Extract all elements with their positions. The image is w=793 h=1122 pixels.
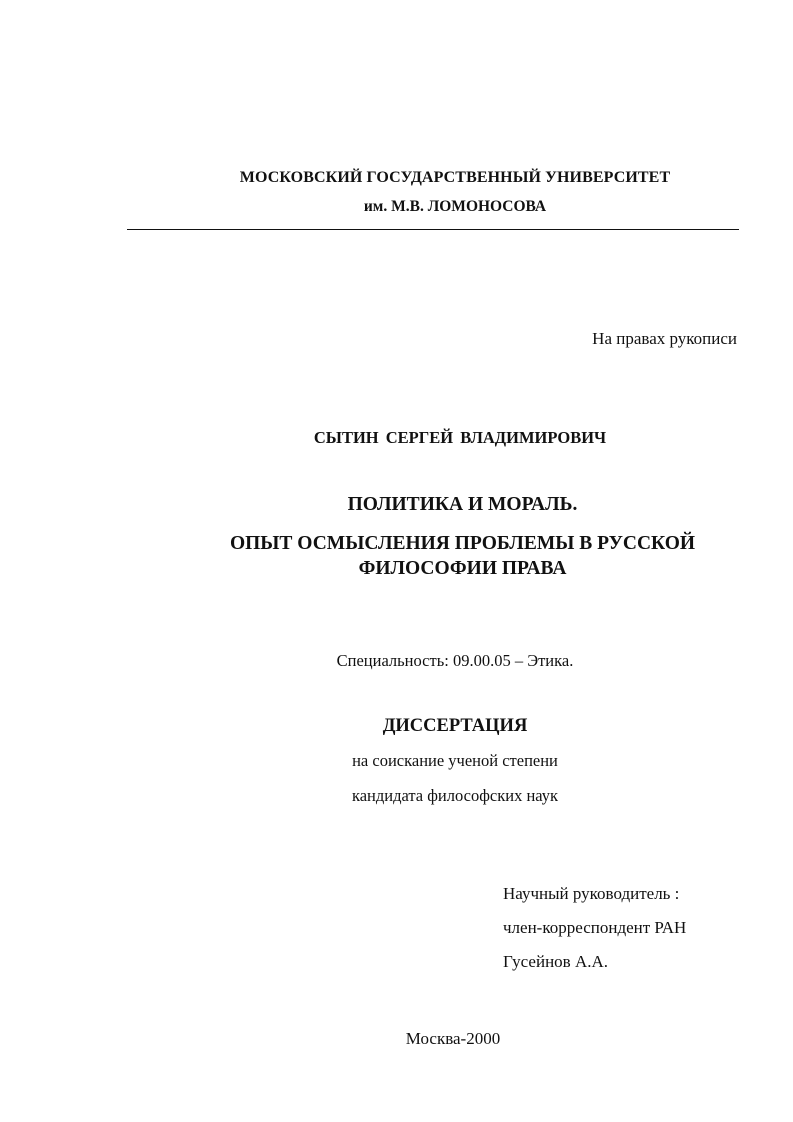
supervisor-label: Научный руководитель : — [503, 884, 680, 903]
supervisor-name: Гусейнов А.А. — [503, 952, 609, 971]
university-name: МОСКОВСКИЙ ГОСУДАРСТВЕННЫЙ УНИВЕРСИТЕТ — [239, 169, 671, 186]
dissertation-title-line-1: ПОЛИТИКА И МОРАЛЬ. — [347, 494, 578, 515]
document-type: ДИССЕРТАЦИЯ — [382, 716, 528, 736]
city-year: Москва-2000 — [405, 1029, 501, 1048]
specialty: Специальность: 09.00.05 – Этика. — [336, 651, 574, 670]
header-divider — [127, 229, 739, 230]
manuscript-note: На правах рукописи — [592, 329, 737, 348]
supervisor-title: член-корреспондент РАН — [503, 918, 687, 937]
author-name: СЫТИН СЕРГЕЙ ВЛАДИМИРОВИЧ — [313, 428, 607, 447]
dissertation-title-line-3: ФИЛОСОФИИ ПРАВА — [358, 558, 567, 579]
dissertation-title-line-2: ОПЫТ ОСМЫСЛЕНИЯ ПРОБЛЕМЫ В РУССКОЙ — [229, 533, 696, 554]
degree-line-2: кандидата философских наук — [351, 786, 559, 805]
degree-line-1: на соискание ученой степени — [352, 751, 558, 770]
university-subname: им. М.В. ЛОМОНОСОВА — [363, 198, 547, 215]
